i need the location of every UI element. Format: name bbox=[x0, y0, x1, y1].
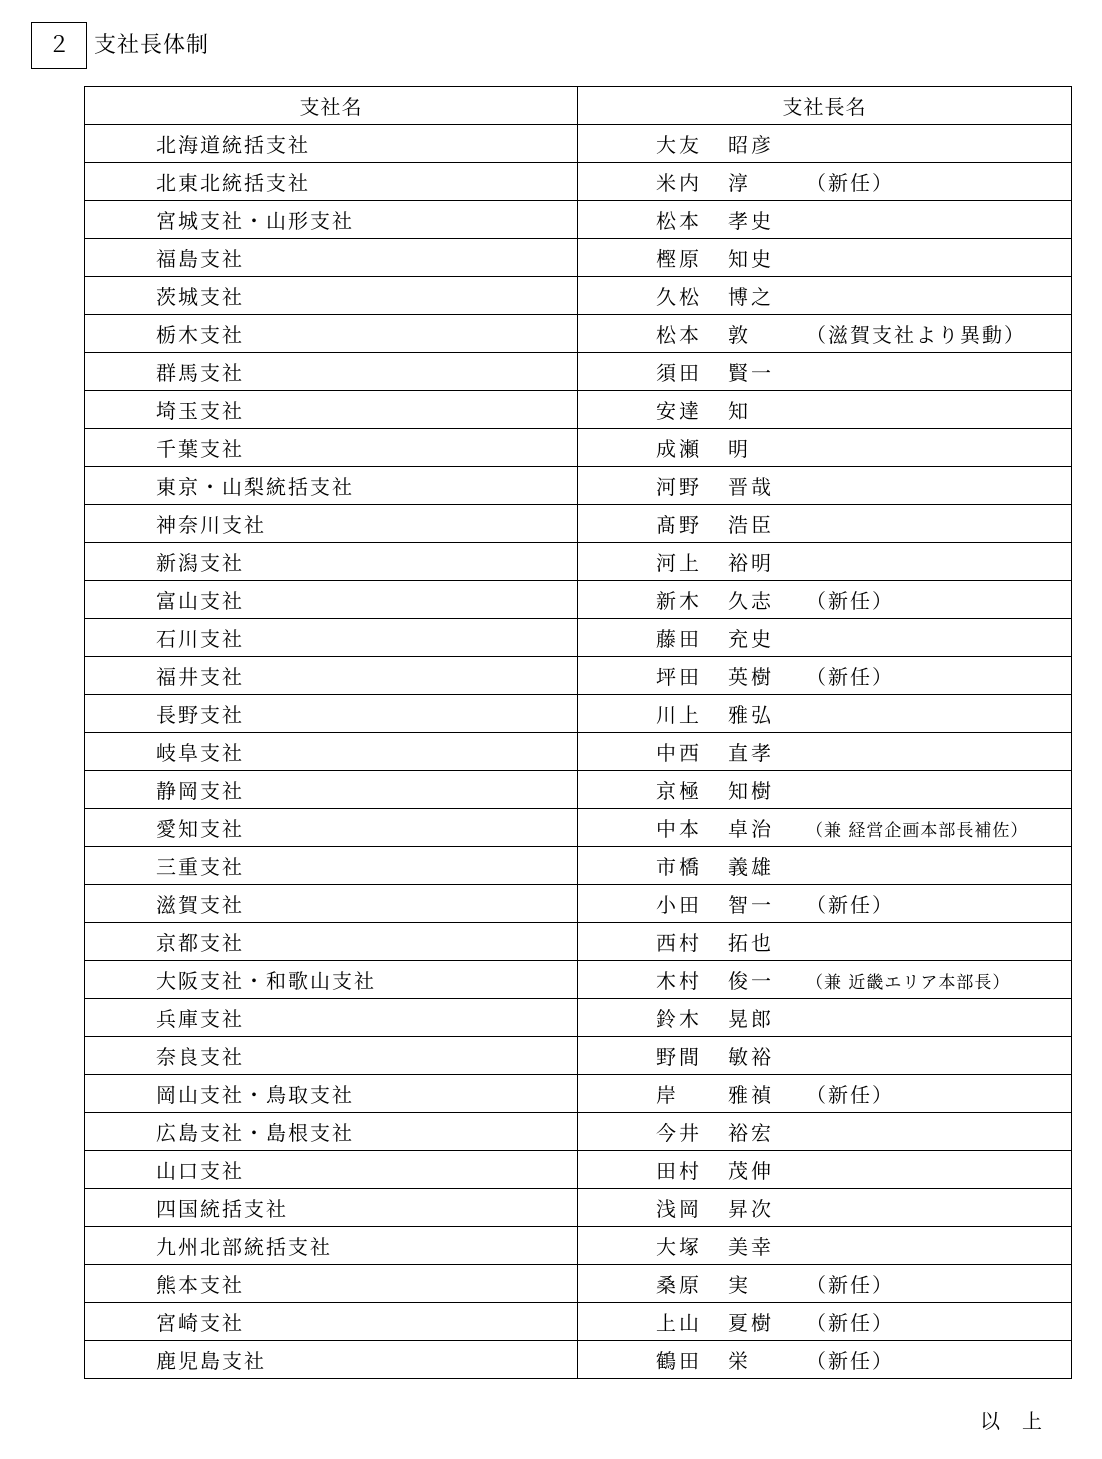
manager-given-name: 博之 bbox=[728, 285, 774, 309]
branch-name-cell: 長野支社 bbox=[85, 695, 578, 733]
section-number-box: ２ bbox=[31, 22, 87, 69]
manager-name-cell bbox=[578, 391, 1072, 429]
branch-name-cell: 千葉支社 bbox=[85, 429, 578, 467]
manager-given-name: 茂伸 bbox=[728, 1159, 774, 1183]
branch-name-cell: 山口支社 bbox=[85, 1151, 578, 1189]
manager-name-cell bbox=[578, 619, 1072, 657]
appointment-note: （新任） bbox=[806, 1311, 894, 1335]
branch-name-cell: 大阪支社・和歌山支社 bbox=[85, 961, 578, 999]
table-row bbox=[85, 1189, 1072, 1227]
manager-given-name: 敏裕 bbox=[728, 1045, 774, 1069]
table-row bbox=[85, 923, 1072, 961]
manager-given-name: 卓治 bbox=[728, 817, 774, 841]
appointment-note: （新任） bbox=[806, 171, 894, 195]
manager-surname: 鶴田 bbox=[656, 1349, 702, 1373]
manager-surname: 久松 bbox=[656, 285, 702, 309]
manager-surname: 岸 bbox=[656, 1083, 679, 1107]
table-row bbox=[85, 885, 1072, 923]
manager-given-name: 充史 bbox=[728, 627, 774, 651]
branch-name-cell: 福井支社 bbox=[85, 657, 578, 695]
table-row bbox=[85, 695, 1072, 733]
branch-name-cell: 茨城支社 bbox=[85, 277, 578, 315]
manager-given-name: 智一 bbox=[728, 893, 774, 917]
manager-surname: 上山 bbox=[656, 1311, 702, 1335]
branch-name-cell: 北東北統括支社 bbox=[85, 163, 578, 201]
table-row bbox=[85, 1303, 1072, 1341]
branch-name-cell: 奈良支社 bbox=[85, 1037, 578, 1075]
branch-name-cell: 群馬支社 bbox=[85, 353, 578, 391]
manager-given-name: 俊一 bbox=[728, 969, 774, 993]
manager-surname: 安達 bbox=[656, 399, 702, 423]
manager-surname: 今井 bbox=[656, 1121, 702, 1145]
manager-name-cell bbox=[578, 315, 1072, 353]
manager-given-name: 英樹 bbox=[728, 665, 774, 689]
manager-name-cell bbox=[578, 505, 1072, 543]
manager-given-name: 明 bbox=[728, 437, 751, 461]
manager-surname: 市橋 bbox=[656, 855, 702, 879]
branch-name-cell: 東京・山梨統括支社 bbox=[85, 467, 578, 505]
manager-name-cell bbox=[578, 1341, 1072, 1379]
manager-name-cell bbox=[578, 429, 1072, 467]
branch-name-cell: 岐阜支社 bbox=[85, 733, 578, 771]
manager-name-cell bbox=[578, 771, 1072, 809]
manager-surname: 木村 bbox=[656, 969, 702, 993]
manager-name-cell bbox=[578, 1303, 1072, 1341]
appointment-note: （新任） bbox=[806, 1349, 894, 1373]
table-row bbox=[85, 1151, 1072, 1189]
manager-name-cell bbox=[578, 1075, 1072, 1113]
manager-given-name: 敦 bbox=[728, 323, 751, 347]
manager-given-name: 昇次 bbox=[728, 1197, 774, 1221]
table-row bbox=[85, 391, 1072, 429]
branch-name-cell: 富山支社 bbox=[85, 581, 578, 619]
manager-given-name: 賢一 bbox=[728, 361, 774, 385]
manager-name-cell bbox=[578, 1151, 1072, 1189]
branch-name-cell: 鹿児島支社 bbox=[85, 1341, 578, 1379]
manager-surname: 中西 bbox=[656, 741, 702, 765]
manager-given-name: 雅禎 bbox=[728, 1083, 774, 1107]
manager-surname: 西村 bbox=[656, 931, 702, 955]
table-row bbox=[85, 809, 1072, 847]
manager-surname: 桑原 bbox=[656, 1273, 702, 1297]
table-row bbox=[85, 353, 1072, 391]
table-row bbox=[85, 201, 1072, 239]
table-row bbox=[85, 315, 1072, 353]
manager-surname: 河野 bbox=[656, 475, 702, 499]
table-row bbox=[85, 163, 1072, 201]
branch-name-cell: 福島支社 bbox=[85, 239, 578, 277]
manager-name-cell bbox=[578, 695, 1072, 733]
branch-name-cell: 四国統括支社 bbox=[85, 1189, 578, 1227]
branch-name-cell: 九州北部統括支社 bbox=[85, 1227, 578, 1265]
section-title: 支社長体制 bbox=[94, 33, 210, 58]
appointment-note: （新任） bbox=[806, 1083, 894, 1107]
table-row bbox=[85, 581, 1072, 619]
branch-name-cell: 宮城支社・山形支社 bbox=[85, 201, 578, 239]
manager-name-cell bbox=[578, 277, 1072, 315]
manager-surname: 藤田 bbox=[656, 627, 702, 651]
manager-given-name: 義雄 bbox=[728, 855, 774, 879]
branch-name-cell: 埼玉支社 bbox=[85, 391, 578, 429]
table-row bbox=[85, 961, 1072, 999]
manager-given-name: 裕明 bbox=[728, 551, 774, 575]
branch-name-cell: 広島支社・島根支社 bbox=[85, 1113, 578, 1151]
table-row bbox=[85, 125, 1072, 163]
branch-manager-table bbox=[84, 86, 1072, 1379]
table-row bbox=[85, 1075, 1072, 1113]
manager-surname: 中本 bbox=[656, 817, 702, 841]
table-row bbox=[85, 1265, 1072, 1303]
manager-given-name: 久志 bbox=[728, 589, 774, 613]
manager-name-cell bbox=[578, 657, 1072, 695]
table-row bbox=[85, 1227, 1072, 1265]
manager-given-name: 直孝 bbox=[728, 741, 774, 765]
manager-name-cell bbox=[578, 163, 1072, 201]
table-row bbox=[85, 543, 1072, 581]
manager-name-cell bbox=[578, 809, 1072, 847]
manager-given-name: 昭彦 bbox=[728, 133, 774, 157]
manager-name-cell bbox=[578, 581, 1072, 619]
manager-given-name: 実 bbox=[728, 1273, 751, 1297]
manager-name-cell bbox=[578, 467, 1072, 505]
branch-name-cell: 京都支社 bbox=[85, 923, 578, 961]
manager-given-name: 浩臣 bbox=[728, 513, 774, 537]
appointment-note: （兼 近畿エリア本部長） bbox=[806, 973, 1011, 993]
branch-name-cell: 熊本支社 bbox=[85, 1265, 578, 1303]
manager-name-cell bbox=[578, 885, 1072, 923]
manager-given-name: 雅弘 bbox=[728, 703, 774, 727]
manager-given-name: 淳 bbox=[728, 171, 751, 195]
manager-name-cell bbox=[578, 543, 1072, 581]
branch-name-cell: 兵庫支社 bbox=[85, 999, 578, 1037]
manager-surname: 浅岡 bbox=[656, 1197, 702, 1221]
branch-name-cell: 愛知支社 bbox=[85, 809, 578, 847]
header-manager-name: 支社長名 bbox=[578, 87, 1072, 125]
manager-given-name: 栄 bbox=[728, 1349, 751, 1373]
manager-name-cell bbox=[578, 1227, 1072, 1265]
branch-name-cell: 滋賀支社 bbox=[85, 885, 578, 923]
header-branch-name: 支社名 bbox=[85, 87, 578, 125]
table-row bbox=[85, 505, 1072, 543]
manager-given-name: 知史 bbox=[728, 247, 774, 271]
manager-surname: 松本 bbox=[656, 209, 702, 233]
manager-surname: 河上 bbox=[656, 551, 702, 575]
branch-name-cell: 岡山支社・鳥取支社 bbox=[85, 1075, 578, 1113]
manager-surname: 須田 bbox=[656, 361, 702, 385]
manager-given-name: 晋哉 bbox=[728, 475, 774, 499]
manager-surname: 樫原 bbox=[656, 247, 702, 271]
closing-mark: 以上 bbox=[980, 1409, 1064, 1433]
manager-name-cell bbox=[578, 999, 1072, 1037]
table-row bbox=[85, 657, 1072, 695]
manager-name-cell bbox=[578, 1113, 1072, 1151]
manager-surname: 鈴木 bbox=[656, 1007, 702, 1031]
manager-given-name: 知 bbox=[728, 399, 751, 423]
table-row bbox=[85, 771, 1072, 809]
manager-name-cell bbox=[578, 201, 1072, 239]
table-row bbox=[85, 467, 1072, 505]
manager-name-cell bbox=[578, 733, 1072, 771]
manager-given-name: 美幸 bbox=[728, 1235, 774, 1259]
manager-name-cell bbox=[578, 1265, 1072, 1303]
branch-name-cell: 三重支社 bbox=[85, 847, 578, 885]
manager-surname: 野間 bbox=[656, 1045, 702, 1069]
manager-surname: 髙野 bbox=[656, 513, 702, 537]
appointment-note: （滋賀支社より異動） bbox=[806, 323, 1026, 347]
manager-surname: 小田 bbox=[656, 893, 702, 917]
branch-name-cell: 神奈川支社 bbox=[85, 505, 578, 543]
manager-name-cell bbox=[578, 961, 1072, 999]
table-row bbox=[85, 239, 1072, 277]
table-row bbox=[85, 847, 1072, 885]
table-row bbox=[85, 1113, 1072, 1151]
table-row bbox=[85, 429, 1072, 467]
manager-name-cell bbox=[578, 847, 1072, 885]
manager-name-cell bbox=[578, 353, 1072, 391]
table-row bbox=[85, 277, 1072, 315]
appointment-note: （新任） bbox=[806, 893, 894, 917]
branch-name-cell: 栃木支社 bbox=[85, 315, 578, 353]
manager-given-name: 晃郎 bbox=[728, 1007, 774, 1031]
manager-surname: 田村 bbox=[656, 1159, 702, 1183]
appointment-note: （新任） bbox=[806, 1273, 894, 1297]
manager-name-cell bbox=[578, 125, 1072, 163]
branch-name-cell: 宮崎支社 bbox=[85, 1303, 578, 1341]
manager-name-cell bbox=[578, 923, 1072, 961]
manager-name-cell bbox=[578, 1037, 1072, 1075]
branch-name-cell: 北海道統括支社 bbox=[85, 125, 578, 163]
appointment-note: （兼 経営企画本部長補佐） bbox=[806, 821, 1029, 841]
manager-surname: 米内 bbox=[656, 171, 702, 195]
table-header-row bbox=[85, 87, 1072, 125]
table-row bbox=[85, 1341, 1072, 1379]
manager-surname: 成瀬 bbox=[656, 437, 702, 461]
manager-given-name: 知樹 bbox=[728, 779, 774, 803]
table-row bbox=[85, 619, 1072, 657]
table-row bbox=[85, 1037, 1072, 1075]
manager-surname: 坪田 bbox=[656, 665, 702, 689]
manager-given-name: 拓也 bbox=[728, 931, 774, 955]
table-row bbox=[85, 999, 1072, 1037]
appointment-note: （新任） bbox=[806, 589, 894, 613]
manager-given-name: 孝史 bbox=[728, 209, 774, 233]
table-body bbox=[85, 125, 1072, 1379]
table-row bbox=[85, 733, 1072, 771]
branch-name-cell: 新潟支社 bbox=[85, 543, 578, 581]
branch-name-cell: 静岡支社 bbox=[85, 771, 578, 809]
manager-surname: 松本 bbox=[656, 323, 702, 347]
manager-surname: 川上 bbox=[656, 703, 702, 727]
manager-name-cell bbox=[578, 1189, 1072, 1227]
branch-name-cell: 石川支社 bbox=[85, 619, 578, 657]
manager-given-name: 裕宏 bbox=[728, 1121, 774, 1145]
manager-surname: 新木 bbox=[656, 589, 702, 613]
appointment-note: （新任） bbox=[806, 665, 894, 689]
manager-surname: 大友 bbox=[656, 133, 702, 157]
manager-surname: 京極 bbox=[656, 779, 702, 803]
manager-given-name: 夏樹 bbox=[728, 1311, 774, 1335]
manager-name-cell bbox=[578, 239, 1072, 277]
manager-surname: 大塚 bbox=[656, 1235, 702, 1259]
